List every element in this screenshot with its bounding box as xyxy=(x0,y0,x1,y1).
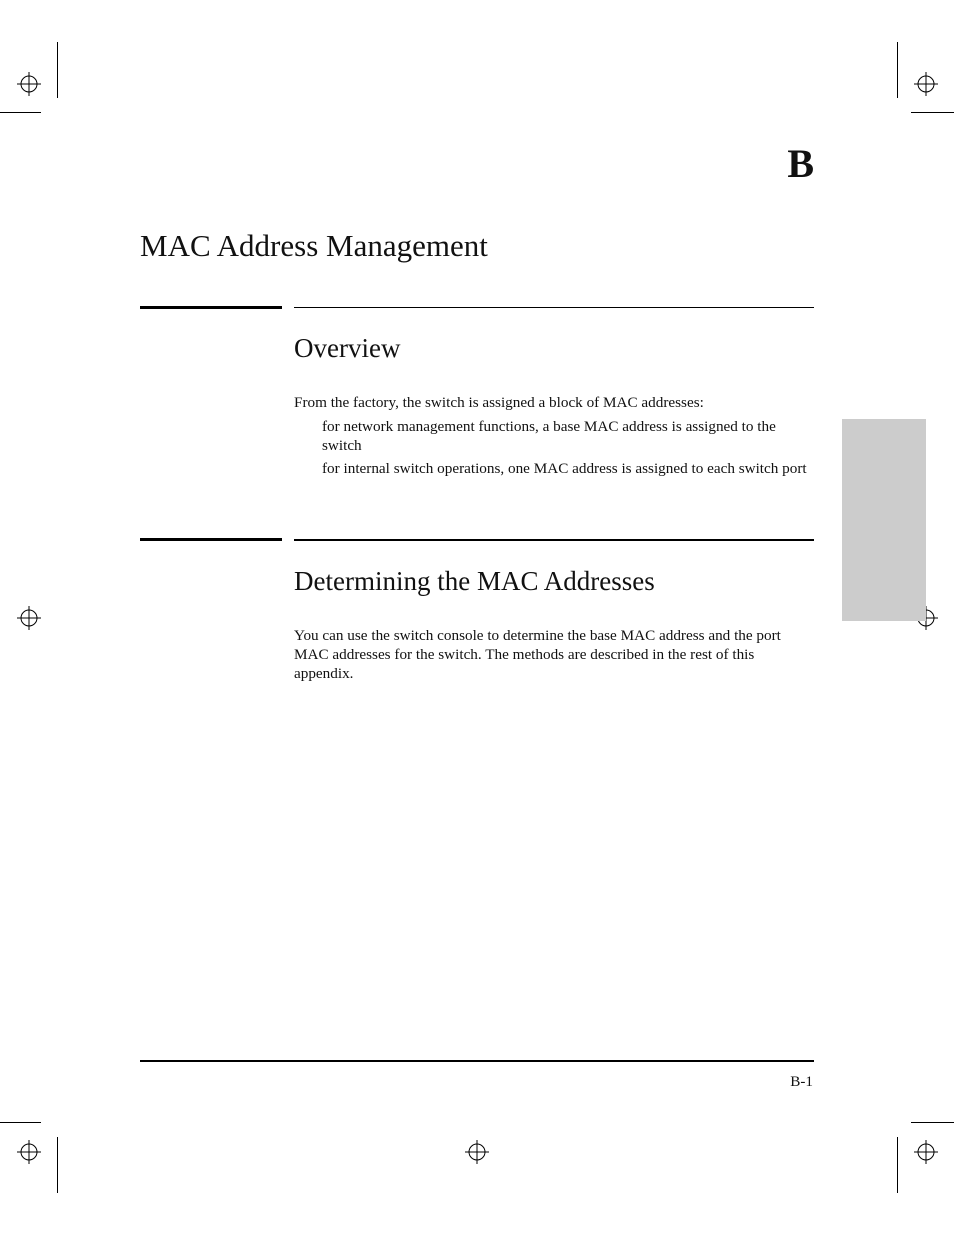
list-item: for network management functions, a base MAC address is assigned to the switch xyxy=(322,418,776,454)
registration-mark-icon xyxy=(17,606,41,630)
footer-rule xyxy=(140,1060,814,1062)
registration-mark-icon xyxy=(17,72,41,96)
page-number: B-1 xyxy=(790,1073,813,1090)
section-rule-right xyxy=(294,539,814,541)
chapter-thumb-tab xyxy=(842,419,926,621)
list-item: for internal switch operations, one MAC address is assigned to each switch port xyxy=(322,460,807,477)
determining-heading: Determining the MAC Addresses xyxy=(294,566,655,596)
registration-mark-icon xyxy=(465,1140,489,1164)
section-rule-right xyxy=(294,307,814,308)
registration-mark-icon xyxy=(914,72,938,96)
section-rule-left xyxy=(140,538,282,541)
registration-mark-icon xyxy=(17,1140,41,1164)
registration-mark-icon xyxy=(914,1140,938,1164)
determining-paragraph: You can use the switch console to determine the base MAC address and the port MAC addresses for the switch. The methods are described in the rest of this appendix. xyxy=(294,627,781,682)
section-rule-left xyxy=(140,306,282,309)
overview-heading: Overview xyxy=(294,333,401,363)
chapter-letter: B xyxy=(787,141,814,186)
overview-intro: From the factory, the switch is assigned a block of MAC addresses: xyxy=(294,394,704,411)
chapter-title: MAC Address Management xyxy=(140,228,488,263)
